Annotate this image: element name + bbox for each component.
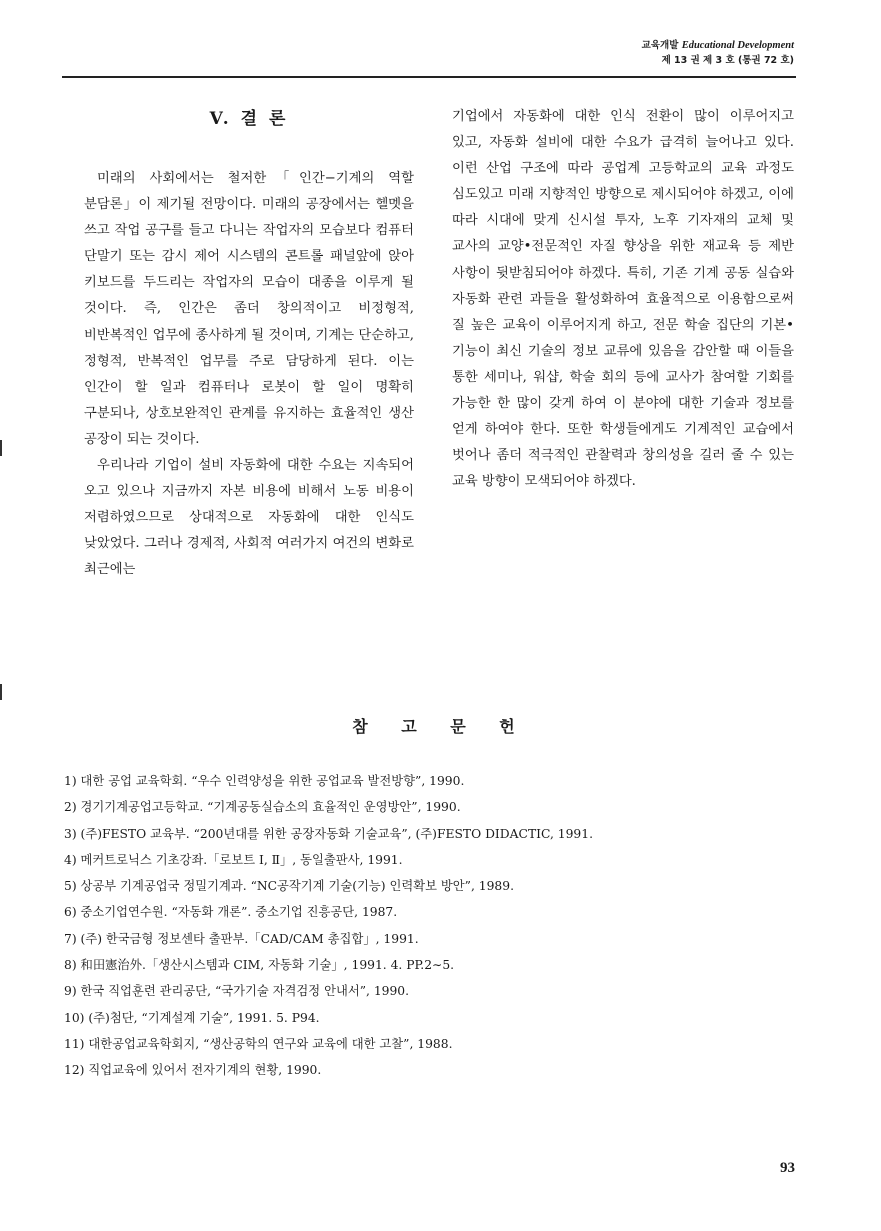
reference-item: 7) (주) 한국금형 정보센타 출판부.「CAD/CAM 총집합」, 1991. bbox=[64, 931, 419, 946]
reference-item: 1) 대한 공업 교육학회. “우수 인력양성을 위한 공업교육 발전방향”, 1990. bbox=[64, 774, 465, 788]
reference-item: 10) (주)첨단, “기계설계 기술”, 1991. 5. P94. bbox=[64, 1010, 320, 1025]
scan-edge-mark bbox=[0, 684, 2, 700]
journal-name bbox=[642, 38, 794, 53]
paragraph: 기업에서 자동화에 대한 인식 전환이 많이 이루어지고 있고, 자동화 설비에 대한 수요가 급격히 늘어나고 있다. 이런 산업 구조에 따라 공업계 고등학교의 교육 과정도 심도있고 미래 지향적인 방향으로 제시되어야 하겠고, 이에 따라 시대에 맞게 신시설 투자, 노후 기자재의 교체 및 교사의 교양•전문적인 자질 향상을 위한 재교육 등 제반 사항이 뒷받침되어야 하겠다. 특히, 기존 기계 공동 실습와 자동화 관련 과들을 활성화하여 효율적으로 이용함으로써 질 높은 교육이 이루어지게 하고, 전문 학술 집단의 기본•기능이 최신 기술의 정보 교류에 있음을 감안할 때 이들을 통한 세미나, 워샵, 학술 회의 등에 교사가 참여할 기회를 가능한 한 많이 갖게 하여 이 분야에 대한 기술과 정보를 얻게 하여야 한다. 또한 학생들에게도 기계적인 교습에서 벗어나 좀더 적극적인 관찰력과 창의성을 길러 줄 수 있는 교육 방향이 모색되어야 하겠다. bbox=[452, 109, 794, 490]
left-column bbox=[84, 104, 414, 584]
reference-item: 5) 상공부 기계공업국 정밀기계과. “NC공작기계 기술(기능) 인력확보 방안”, 1989. bbox=[64, 879, 514, 894]
reference-list bbox=[64, 768, 804, 1084]
journal-name-en: Educational Development bbox=[681, 40, 794, 51]
reference-item: 4) 메커트로닉스 기초강좌.「로보트 Ⅰ, Ⅱ」, 동일출판사, 1991. bbox=[64, 852, 403, 867]
reference-item: 9) 한국 직업훈련 관리공단, “국가기술 자격검정 안내서”, 1990. bbox=[64, 984, 410, 999]
right-column bbox=[452, 104, 794, 495]
reference-item: 2) 경기기계공업고등학교. “기계공동실습소의 효율적인 운영방안”, 1990. bbox=[64, 800, 461, 815]
paragraph: 우리나라 기업이 설비 자동화에 대한 수요는 지속되어 오고 있으나 지금까지 자본 비용에 비해서 노동 비용이 저렴하였으므로 상대적으로 자동화에 대한 인식도 낮았었다. 그러나 경제적, 사회적 여러가지 여건의 변화로 최근에는 bbox=[84, 458, 414, 578]
reference-item: 11) 대한공업교육학회지, “생산공학의 연구와 교육에 대한 고찰”, 1988. bbox=[64, 1036, 453, 1051]
section-title: V. 결 론 bbox=[209, 109, 289, 129]
header-rule bbox=[62, 76, 796, 78]
running-header bbox=[642, 38, 794, 68]
scan-edge-mark bbox=[0, 440, 2, 456]
reference-item: 3) (주)FESTO 교육부. “200년대를 위한 공장자동화 기술교육”, (주)FESTO DIDACTIC, 1991. bbox=[64, 826, 593, 841]
journal-name-ko: 교육개발 bbox=[641, 40, 679, 51]
page-number: 93 bbox=[780, 1160, 795, 1176]
issue-info: 제 13 권 제 3 호 (통권 72 호) bbox=[661, 55, 794, 66]
reference-item: 12) 직업교육에 있어서 전자기계의 현황, 1990. bbox=[64, 1063, 322, 1078]
reference-item: 8) 和田憲治外.「생산시스템과 CIM, 자동화 기술」, 1991. 4. PP.2∼5. bbox=[64, 958, 455, 973]
reference-item: 6) 중소기업연수원. “자동화 개론”. 중소기업 진흥공단, 1987. bbox=[64, 905, 398, 920]
references-title: 참 고 문 헌 bbox=[352, 717, 529, 736]
paragraph: 미래의 사회에서는 철저한「인간−기계의 역할 분담론」이 제기될 전망이다. 미래의 공장에서는 헬멧을 쓰고 작업 공구를 들고 다니는 작업자의 모습보다 컴퓨터 단말기 또는 감시 제어 시스템의 콘트롤 패널앞에 앉아 키보드를 두드리는 작업자의 모습이 대종을 이루게 될 것이다. 즉, 인간은 좀더 창의적이고 비정형적, 비반복적인 업무에 종사하게 될 것이며, 기계는 단순하고, 정형적, 반복적인 업무를 주로 담당하게 된다. 이는 인간이 할 일과 컴퓨터나 로봇이 할 일이 명확히 구분되나, 상호보완적인 관계를 유지하는 효율적인 생산 공장이 되는 것이다. bbox=[84, 171, 414, 447]
